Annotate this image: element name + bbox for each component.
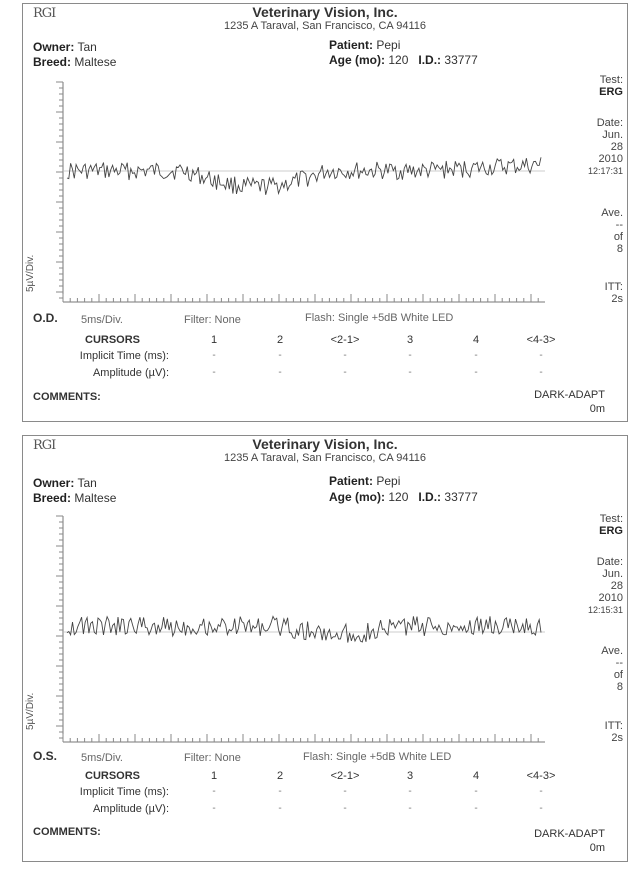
cursor-col-4-3: <4-3> <box>526 770 556 782</box>
cursor-col-2: 2 <box>276 770 284 782</box>
patient-value: Pepi <box>376 38 401 52</box>
dark-adapt-time: 0m <box>589 403 605 415</box>
age-label: Age (mo): <box>329 490 385 504</box>
implicit-value: - <box>343 350 347 361</box>
eye-label: O.D. <box>33 311 58 325</box>
cursors-header: CURSORS <box>85 334 141 346</box>
ave-of: of <box>613 669 623 681</box>
company-name: Veterinary Vision, Inc. <box>252 436 398 452</box>
implicit-value: - <box>408 786 412 797</box>
age-label: Age (mo): <box>329 53 385 67</box>
cursor-col-2: 2 <box>276 334 284 346</box>
erg-trace-chart-os <box>23 436 627 766</box>
date-label: Date: <box>596 117 623 129</box>
owner-label: Owner: <box>33 476 75 490</box>
cursor-col-3: 3 <box>406 334 414 346</box>
itt-value: 2s <box>611 293 623 305</box>
implicit-time-label: Implicit Time (ms): <box>79 786 169 798</box>
implicit-value: - <box>212 350 216 361</box>
breed-value: Maltese <box>74 491 117 505</box>
implicit-value: - <box>474 786 478 797</box>
ave-count: 8 <box>616 681 623 693</box>
rgi-logo: RGI <box>33 438 56 453</box>
amplitude-value: - <box>343 803 347 814</box>
implicit-value: - <box>278 350 282 361</box>
amplitude-label: Amplitude (µV): <box>92 803 169 815</box>
id-value: 33777 <box>444 490 478 504</box>
amplitude-value: - <box>408 367 412 378</box>
date-time: 12:17:31 <box>587 166 623 176</box>
date-day: 28 <box>610 580 623 592</box>
flash-label: Flash: Single +5dB White LED <box>305 312 454 324</box>
dark-adapt-info <box>534 827 605 855</box>
date-time: 12:15:31 <box>587 605 623 615</box>
amplitude-value: - <box>474 367 478 378</box>
breed-label: Breed: <box>33 55 72 69</box>
owner-value: Tan <box>77 40 97 54</box>
erg-report-od <box>22 3 628 422</box>
amplitude-value: - <box>278 367 282 378</box>
implicit-value: - <box>212 786 216 797</box>
id-label: I.D.: <box>418 490 442 504</box>
amplitude-value: - <box>408 803 412 814</box>
implicit-time-label: Implicit Time (ms): <box>79 350 169 362</box>
owner-value: Tan <box>77 476 97 490</box>
date-year: 2010 <box>598 592 623 604</box>
date-month: Jun. <box>602 129 623 141</box>
cursor-col-2-1: <2-1> <box>330 770 360 782</box>
implicit-value: - <box>539 350 543 361</box>
erg-waveform <box>67 157 541 195</box>
filter-label: Filter: None <box>184 314 241 326</box>
eye-label: O.S. <box>33 749 58 763</box>
amplitude-value: - <box>539 803 543 814</box>
test-value: ERG <box>599 525 623 537</box>
breed-label: Breed: <box>33 491 72 505</box>
amplitude-value: - <box>539 367 543 378</box>
cursors-header: CURSORS <box>85 770 141 782</box>
cursor-col-1: 1 <box>210 770 218 782</box>
age-value: 120 <box>388 53 409 67</box>
flash-label: Flash: Single +5dB White LED <box>303 751 452 763</box>
cursor-col-2-1: <2-1> <box>330 334 360 346</box>
ave-of: of <box>613 231 623 243</box>
comments-label: COMMENTS: <box>33 826 101 838</box>
dark-adapt-label: DARK-ADAPT <box>534 389 605 401</box>
dark-adapt-time: 0m <box>589 842 605 854</box>
amplitude-value: - <box>212 803 216 814</box>
date-day: 28 <box>610 141 623 153</box>
y-scale-label: 5µV/Div. <box>25 692 36 730</box>
amplitude-label: Amplitude (µV): <box>92 367 169 379</box>
id-label: I.D.: <box>418 53 442 67</box>
amplitude-value: - <box>343 367 347 378</box>
comments-label: COMMENTS: <box>33 391 101 403</box>
test-label: Test: <box>599 513 623 525</box>
patient-label: Patient: <box>329 38 374 52</box>
patient-label: Patient: <box>329 474 374 488</box>
amplitude-value: - <box>474 803 478 814</box>
cursor-col-4-3: <4-3> <box>526 334 556 346</box>
itt-label: ITT: <box>604 281 623 293</box>
company-address: 1235 A Taraval, San Francisco, CA 94116 <box>223 452 426 464</box>
age-value: 120 <box>388 490 409 504</box>
dark-adapt-label: DARK-ADAPT <box>534 828 605 840</box>
implicit-value: - <box>278 786 282 797</box>
test-value: ERG <box>599 86 623 98</box>
ave-dash: -- <box>615 219 623 231</box>
x-scale-label: 5ms/Div. <box>81 314 123 326</box>
breed-value: Maltese <box>74 55 117 69</box>
amplitude-value: - <box>212 367 216 378</box>
itt-label: ITT: <box>604 720 623 732</box>
id-value: 33777 <box>444 53 478 67</box>
owner-label: Owner: <box>33 40 75 54</box>
implicit-value: - <box>474 350 478 361</box>
implicit-value: - <box>539 786 543 797</box>
cursor-col-4: 4 <box>472 334 480 346</box>
y-scale-label: 5µV/Div. <box>25 254 36 292</box>
date-year: 2010 <box>598 153 623 165</box>
amplitude-value: - <box>278 803 282 814</box>
implicit-value: - <box>343 786 347 797</box>
cursor-col-4: 4 <box>472 770 480 782</box>
patient-value: Pepi <box>376 474 401 488</box>
test-label: Test: <box>599 74 623 86</box>
ave-label: Ave. <box>601 207 623 219</box>
ave-dash: -- <box>615 657 623 669</box>
date-month: Jun. <box>602 568 623 580</box>
filter-label: Filter: None <box>184 752 241 764</box>
company-address: 1235 A Taraval, San Francisco, CA 94116 <box>223 20 426 32</box>
implicit-value: - <box>408 350 412 361</box>
ave-label: Ave. <box>601 645 623 657</box>
date-label: Date: <box>596 556 623 568</box>
erg-waveform <box>67 616 541 642</box>
cursor-col-3: 3 <box>406 770 414 782</box>
erg-trace-chart-od <box>23 4 627 324</box>
itt-value: 2s <box>611 732 623 744</box>
company-name: Veterinary Vision, Inc. <box>252 4 398 20</box>
ave-count: 8 <box>616 243 623 255</box>
cursor-col-1: 1 <box>210 334 218 346</box>
x-scale-label: 5ms/Div. <box>81 752 123 764</box>
erg-report-os <box>22 435 628 862</box>
rgi-logo: RGI <box>33 6 56 21</box>
dark-adapt-info <box>534 388 605 416</box>
